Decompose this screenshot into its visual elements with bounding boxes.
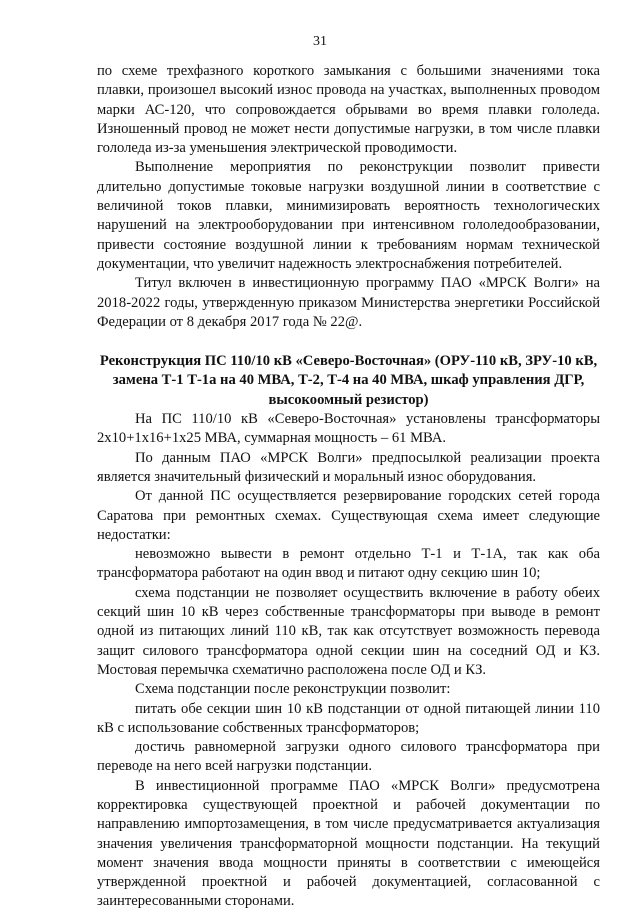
- paragraph: по схеме трехфазного короткого замыкания с большими значениями тока плавки, произошел высокий износ провода на участках, выполненных проводом марки АС-120, что сопровождается обрывами во время плавки гололеда. Изношенный провод не может нести допустимые нагрузки, в том числе плавки гололеда из-за уменьшения электрической проводимости.: [97, 63, 600, 157]
- paragraph: схема подстанции не позволяет осуществить включение в работу обеих секций шин 10 кВ через собственные трансформаторы при выводе в ремонт одной из питающих линий 110 кВ, так как отсутствует возможность перевода защит силового трансформатора одной секции шин на соседний ОД и КЗ. Мостовая перемычка схематично расположена после ОД и КЗ.: [97, 584, 600, 678]
- paragraph: От данной ПС осуществляется резервирование городских сетей города Саратова при ремонтных схемах. Существующая схема имеет следующие недостатки:: [97, 488, 600, 543]
- paragraph: достичь равномерной загрузки одного силового трансформатора при переводе на него всей нагрузки подстанции.: [97, 739, 600, 775]
- page-content: [97, 62, 600, 912]
- paragraph: В инвестиционной программе ПАО «МРСК Волги» предусмотрена корректировка существующей проектной и рабочей документации по направлению импортозамещения, в том числе предусматривается актуализация значения увеличения трансформаторной мощности подстанции. На текущий момент значения ввода мощности приняты в соответствии с имеющейся утвержденной проектной и рабочей документацией, согласованной с заинтересованными сторонами.: [97, 777, 600, 910]
- paragraph: Выполнение мероприятия по реконструкции позволит привести длительно допустимые токовые нагрузки воздушной линии в соответствие с величиной токов плавки, минимизировать вероятность технологических нарушений на электрооборудовании при интенсивном гололедообразовании, привести состояние воздушной линии к требованиям нормам технической документации, что увеличит надежность электроснабжения потребителей.: [97, 159, 600, 272]
- paragraph: По данным ПАО «МРСК Волги» предпосылкой реализации проекта является значительный физический и моральный износ оборудования.: [97, 449, 600, 485]
- paragraph: невозможно вывести в ремонт отдельно Т-1 и Т-1А, так как оба трансформатора работают на один ввод и питают одну секцию шин 10;: [97, 546, 600, 582]
- paragraph: питать обе секции шин 10 кВ подстанции от одной питающей линии 110 кВ с использование собственных трансформаторов;: [97, 700, 600, 736]
- paragraph: На ПС 110/10 кВ «Северо-Восточная» установлены трансформаторы 2х10+1х16+1х25 МВА, суммарная мощность – 61 МВА.: [97, 411, 600, 447]
- section-spacer: [97, 332, 600, 352]
- paragraph: Титул включен в инвестиционную программу ПАО «МРСК Волги» на 2018-2022 годы, утвержденную приказом Министерства энергетики Российской Федерации от 8 декабря 2017 года № 22@.: [97, 275, 600, 330]
- paragraph: Схема подстанции после реконструкции позволит:: [135, 681, 451, 698]
- section-heading: Реконструкция ПС 110/10 кВ «Северо-Восточная» (ОРУ-110 кВ, ЗРУ-10 кВ, замена Т-1 Т-1а на 40 МВА, Т-2, Т-4 на 40 МВА, шкаф управления ДГР, высокоомный резистор): [99, 353, 598, 408]
- page-number: 31: [313, 34, 327, 49]
